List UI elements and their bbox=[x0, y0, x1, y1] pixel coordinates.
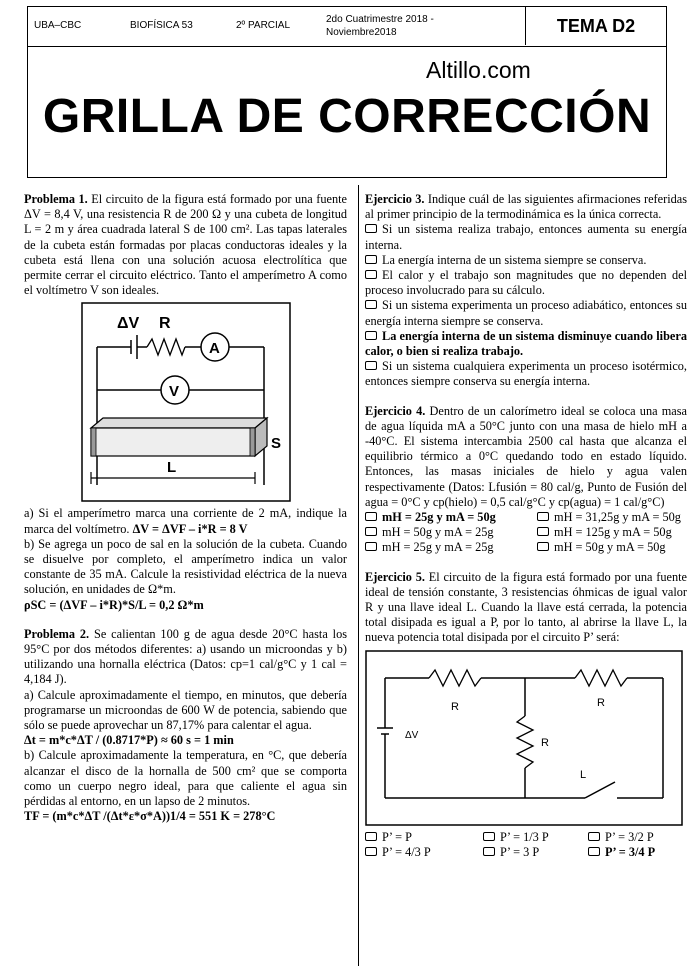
ejercicio4-options bbox=[365, 510, 687, 556]
option-text: Si un sistema experimenta un proceso adiabático, entonces su energía interna siempre se conserva. bbox=[365, 298, 687, 328]
ejercicio3-label: Ejercicio 3. bbox=[365, 192, 425, 206]
ejercicio4-option-3[interactable] bbox=[365, 525, 537, 540]
ejercicio3-option-2[interactable] bbox=[365, 253, 687, 268]
switch-label: L bbox=[580, 768, 587, 781]
ejercicio5-option-6-correct[interactable] bbox=[588, 845, 688, 860]
problema1-text: El circuito de la figura está formado por una fuente ΔV = 8,4 V, una resistencia R de 200 Ω y una cubeta de longitud L = 2 m y área cuadrada lateral S de 100 cm². Las tapas laterales de la cubeta están formadas por placas conductoras ideales y la cubeta está llena con una solución acuosa electrolítica que permite cerrar el circuito eléctrico. Tanto el amperímetro A como el voltímetro V son ideales. bbox=[24, 192, 347, 298]
institution: UBA–CBC bbox=[34, 20, 82, 31]
ejercicio3-option-5-correct[interactable] bbox=[365, 329, 687, 359]
checkbox-icon bbox=[537, 512, 549, 521]
ejercicio5-option-5[interactable] bbox=[483, 845, 588, 860]
ejercicio4-label: Ejercicio 4. bbox=[365, 403, 426, 418]
option-text: P’ = 4/3 P bbox=[382, 844, 431, 859]
ejercicio5-statement bbox=[365, 570, 687, 646]
problema2-b-text: b) Calcule aproximadamente la temperatura, en °C, que debería alcanzar el disco de la hornalla de 500 cm² que se comporta como un cuerpo negro ideal, para que caliente el agua sin pérdidas al entorno, en un lapso de 2 minutos. bbox=[24, 748, 347, 809]
checkbox-icon bbox=[365, 832, 377, 841]
ejercicio4-text: Dentro de un calorímetro ideal se coloca una masa de agua líquida mA a 50°C junto con una masa de hielo mH a -40°C. El sistema intercambia 2500 cal hasta que alcanza el equilibrio térmico a 0°C quedando todo en estado líquido. Entonces, las masas iniciales de hielo y agua valen respectivamente (Datos: Lfusión = 80 cal/g, Punto de Fusión del agua = 0°C y cp(hielo) = 0,5 cal/g°C y cp(agua) = 1 cal/g°C) bbox=[365, 403, 688, 509]
checkbox-icon bbox=[588, 832, 600, 841]
exam-name: 2º PARCIAL bbox=[236, 20, 291, 31]
period-line-1: 2do Cuatrimestre 2018 - bbox=[326, 14, 434, 25]
subject: BIOFÍSICA 53 bbox=[130, 20, 193, 31]
right-column bbox=[365, 192, 687, 860]
ejercicio3-statement bbox=[365, 192, 687, 222]
ejercicio5-option-3[interactable] bbox=[588, 830, 688, 845]
checkbox-icon bbox=[365, 224, 377, 233]
checkbox-icon bbox=[365, 847, 377, 856]
fig1-r-label: R bbox=[159, 315, 171, 333]
option-text: mH = 50g y mA = 50g bbox=[554, 540, 666, 555]
checkbox-icon bbox=[365, 255, 377, 264]
fig1-s-label: S bbox=[271, 435, 282, 453]
fig2-r3-label: R bbox=[541, 736, 549, 749]
option-text: mH = 25g y mA = 50g bbox=[382, 510, 496, 525]
problema2-b-answer: TF = (m*c*ΔT /(Δt*ε*σ*A))1/4 = 551 K = 278°C bbox=[24, 809, 276, 824]
fig2-dv-label: ΔV bbox=[405, 729, 419, 741]
fig1-l-label: L bbox=[167, 459, 177, 477]
checkbox-icon bbox=[365, 361, 377, 370]
problema1-b bbox=[24, 537, 347, 598]
checkbox-icon bbox=[588, 847, 600, 856]
problema2-a-text: a) Calcule aproximadamente el tiempo, en minutos, que debería programarse un microondas de 600 W de potencia, sabiendo que sólo se puede aprovechar un 87,17% para calentar el agua. bbox=[24, 687, 347, 733]
ejercicio5-option-4[interactable] bbox=[365, 845, 483, 860]
ammeter-icon: A bbox=[209, 340, 220, 358]
ejercicio4-option-5[interactable] bbox=[365, 540, 537, 555]
option-text: P’ = 3 P bbox=[500, 844, 540, 859]
checkbox-icon bbox=[365, 331, 377, 340]
option-text: mH = 31,25g y mA = 50g bbox=[554, 510, 681, 525]
checkbox-icon bbox=[365, 300, 377, 309]
left-column bbox=[24, 192, 347, 824]
ejercicio5-label: Ejercicio 5. bbox=[365, 569, 425, 584]
option-text: mH = 25g y mA = 25g bbox=[382, 540, 494, 555]
header-box bbox=[27, 6, 667, 178]
problema1-label: Problema 1. bbox=[24, 192, 88, 206]
header-row bbox=[28, 7, 666, 47]
ejercicio3-text: Indique cuál de las siguientes afirmaciones referidas al primer principio de la termodinámica es la única correcta. bbox=[365, 192, 688, 222]
circuit-figure-2 bbox=[365, 650, 683, 826]
period bbox=[326, 13, 516, 51]
ejercicio3-option-4[interactable] bbox=[365, 298, 687, 328]
checkbox-icon bbox=[483, 847, 495, 856]
option-text: P’ = 3/4 P bbox=[605, 844, 656, 859]
fig1-dv-label: ΔV bbox=[117, 315, 140, 333]
ejercicio4-option-1-correct[interactable] bbox=[365, 510, 537, 525]
ejercicio4-option-6[interactable] bbox=[537, 540, 687, 555]
option-text: P’ = P bbox=[382, 829, 412, 844]
option-text: P’ = 1/3 P bbox=[500, 829, 549, 844]
period-line-2: Noviembre2018 bbox=[326, 27, 397, 38]
tema-label: TEMA D2 bbox=[525, 7, 666, 45]
ejercicio5-text: El circuito de la figura está formado por una fuente ideal de tensión constante, 3 resistencias óhmicas de igual valor R y una llave ideal L. Cuando la llave está cerrada, la potencia total disipada es igual a P, por lo tanto, al abrirse la llave L, la nueva potencia total disipada por el circuito P’ será: bbox=[365, 569, 687, 645]
ejercicio3-option-1[interactable] bbox=[365, 222, 687, 252]
ejercicio5-option-2[interactable] bbox=[483, 830, 588, 845]
checkbox-icon bbox=[537, 542, 549, 551]
checkbox-icon bbox=[365, 542, 377, 551]
problema2-text: Se calientan 100 g de agua desde 20°C hasta los 95°C por dos métodos diferentes: a) usando un microondas y b) utilizando una hornalla eléctrica (Datos: cp=1 cal/g°C y 1 cal = 4,184 J). bbox=[24, 626, 347, 687]
option-text: Si un sistema cualquiera experimenta un proceso isotérmico, entonces siempre conserva su energía interna. bbox=[365, 359, 687, 389]
option-text: Si un sistema realiza trabajo, entonces aumenta su energía interna. bbox=[365, 222, 687, 252]
option-text: P’ = 3/2 P bbox=[605, 829, 654, 844]
checkbox-icon bbox=[365, 512, 377, 521]
option-text: El calor y el trabajo son magnitudes que no dependen del proceso involucrado para su cálculo. bbox=[365, 268, 687, 298]
problema2-label: Problema 2. bbox=[24, 626, 90, 641]
ejercicio3-option-3[interactable] bbox=[365, 268, 687, 298]
fig2-r2-label: R bbox=[597, 696, 605, 709]
checkbox-icon bbox=[365, 527, 377, 536]
watermark: Altillo.com bbox=[426, 57, 531, 83]
ejercicio3-option-6[interactable] bbox=[365, 359, 687, 389]
problema1-a-answer: ΔV = ΔVF – i*R = 8 V bbox=[132, 521, 248, 536]
checkbox-icon bbox=[483, 832, 495, 841]
problema1-a-text: a) Si el amperímetro marca una corriente de 2 mA, indique la marca del voltímetro. bbox=[24, 506, 347, 536]
ejercicio4-option-2[interactable] bbox=[537, 510, 687, 525]
ejercicio4-statement bbox=[365, 404, 687, 510]
checkbox-icon bbox=[537, 527, 549, 536]
voltmeter-icon: V bbox=[169, 383, 180, 401]
page-title: GRILLA DE CORRECCIÓN bbox=[42, 90, 652, 143]
problema1-statement bbox=[24, 192, 347, 298]
column-divider bbox=[358, 185, 359, 966]
problema1-b-answer: ρSC = (ΔVF – i*R)*S/L = 0,2 Ω*m bbox=[24, 597, 204, 612]
ejercicio4-option-4[interactable] bbox=[537, 525, 687, 540]
option-text: La energía interna de un sistema disminuye cuando libera calor, o bien si realiza trabajo. bbox=[365, 328, 687, 359]
checkbox-icon bbox=[365, 270, 377, 279]
problema2-a-answer: Δt = m*c*ΔT / (0.8717*P) ≈ 60 s = 1 min bbox=[24, 733, 234, 748]
option-text: mH = 50g y mA = 25g bbox=[382, 525, 494, 540]
ejercicio5-options bbox=[365, 830, 687, 860]
problema1-b-text: b) Se agrega un poco de sal en la solución de la cubeta. Cuando se disuelve por completo, el amperímetro indica un valor constante de 35 mA. Calcule la resistividad eléctrica de la nueva solución, en unidades de Ω*m. bbox=[24, 536, 347, 597]
circuit-figure-1 bbox=[81, 302, 291, 502]
problema1-a bbox=[24, 506, 347, 536]
problema2-statement bbox=[24, 627, 347, 688]
option-text: La energía interna de un sistema siempre se conserva. bbox=[382, 252, 647, 267]
ejercicio5-option-1[interactable] bbox=[365, 830, 483, 845]
option-text: mH = 125g y mA = 50g bbox=[554, 525, 672, 540]
fig2-r1-label: R bbox=[451, 700, 459, 713]
